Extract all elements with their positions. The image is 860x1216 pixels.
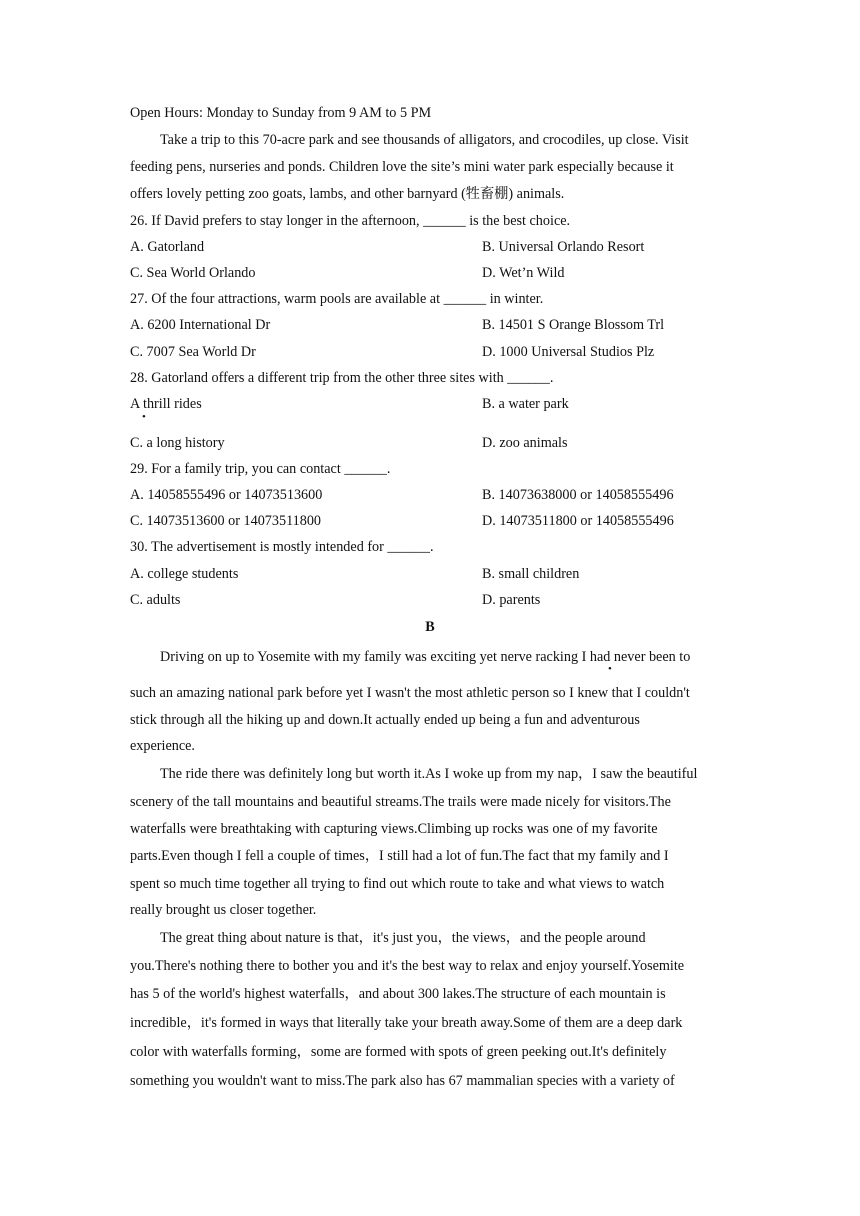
passage-line: has 5 of the world's highest waterfalls，and about 300 lakes.The structure of each mountain is xyxy=(130,986,666,1002)
passage-line: waterfalls were breathtaking with capturing views.Climbing up rocks was one of my favorite xyxy=(130,821,658,837)
question-28-stem: 28. Gatorland offers a different trip from the other three sites with ______. xyxy=(130,370,554,386)
option-b: B. 14073638000 or 14058555496 xyxy=(482,487,674,503)
question-27-stem: 27. Of the four attractions, warm pools are available at ______ in winter. xyxy=(130,291,544,307)
stray-dot-mark: • xyxy=(142,411,146,423)
passage-line: scenery of the tall mountains and beautiful streams.The trails were made nicely for visitors.The xyxy=(130,794,671,810)
passage-line: color with waterfalls forming，some are formed with spots of green peeking out.It's definitely xyxy=(130,1044,667,1060)
option-d: D. zoo animals xyxy=(482,435,568,451)
passage-line: The great thing about nature is that，it's just you，the views，and the people around xyxy=(160,930,646,946)
option-b: B. Universal Orlando Resort xyxy=(482,239,645,255)
passage-line: stick through all the hiking up and down.It actually ended up being a fun and adventurous xyxy=(130,712,640,728)
intro-line: Take a trip to this 70-acre park and see thousands of alligators, and crocodiles, up close. Visit xyxy=(160,132,689,148)
option-d: D. 14073511800 or 14058555496 xyxy=(482,513,674,529)
passage-line: Driving on up to Yosemite with my family was exciting yet nerve racking I had never been to xyxy=(160,649,691,665)
option-b: B. 14501 S Orange Blossom Trl xyxy=(482,317,665,333)
question-29-stem: 29. For a family trip, you can contact ______. xyxy=(130,461,391,477)
passage-line: something you wouldn't want to miss.The park also has 67 mammalian species with a variety of xyxy=(130,1073,675,1089)
open-hours: Open Hours: Monday to Sunday from 9 AM to 5 PM xyxy=(130,105,432,121)
option-d: D. Wet’n Wild xyxy=(482,265,565,281)
passage-line: experience. xyxy=(130,738,195,754)
passage-line: you.There's nothing there to bother you and it's the best way to relax and enjoy yourself.Yosemite xyxy=(130,958,685,974)
option-b: B. a water park xyxy=(482,396,569,412)
question-30-stem: 30. The advertisement is mostly intended for ______. xyxy=(130,539,434,555)
passage-line: parts.Even though I fell a couple of times，I still had a lot of fun.The fact that my family and I xyxy=(130,848,669,864)
section-heading: B xyxy=(425,619,435,635)
question-26-stem: 26. If David prefers to stay longer in the afternoon, ______ is the best choice. xyxy=(130,213,571,229)
option-a: A. 14058555496 or 14073513600 xyxy=(130,487,323,503)
option-a: A. 6200 International Dr xyxy=(130,317,271,333)
option-c: C. adults xyxy=(130,592,181,608)
option-d: D. 1000 Universal Studios Plz xyxy=(482,344,655,360)
intro-line: offers lovely petting zoo goats, lambs, and other barnyard (牲畜棚) animals. xyxy=(130,186,565,202)
option-b: B. small children xyxy=(482,566,580,582)
intro-line: feeding pens, nurseries and ponds. Children love the site’s mini water park especially because it xyxy=(130,159,674,175)
option-c: C. 7007 Sea World Dr xyxy=(130,344,256,360)
passage-line: spent so much time together all trying to find out which route to take and what views to watch xyxy=(130,876,665,892)
option-c: C. a long history xyxy=(130,435,225,451)
option-c: C. 14073513600 or 14073511800 xyxy=(130,513,322,529)
passage-line: The ride there was definitely long but worth it.As I woke up from my nap，I saw the beautiful xyxy=(160,766,698,782)
option-c: C. Sea World Orlando xyxy=(130,265,256,281)
passage-line: really brought us closer together. xyxy=(130,902,317,918)
passage-line: such an amazing national park before yet I wasn't the most athletic person so I knew that I couldn't xyxy=(130,685,690,701)
passage-line: incredible，it's formed in ways that literally take your breath away.Some of them are a deep dark xyxy=(130,1015,683,1031)
option-a: A thrill rides xyxy=(130,396,202,412)
stray-dot-mark: • xyxy=(608,663,612,675)
option-a: A. college students xyxy=(130,566,239,582)
option-d: D. parents xyxy=(482,592,541,608)
option-a: A. Gatorland xyxy=(130,239,205,255)
